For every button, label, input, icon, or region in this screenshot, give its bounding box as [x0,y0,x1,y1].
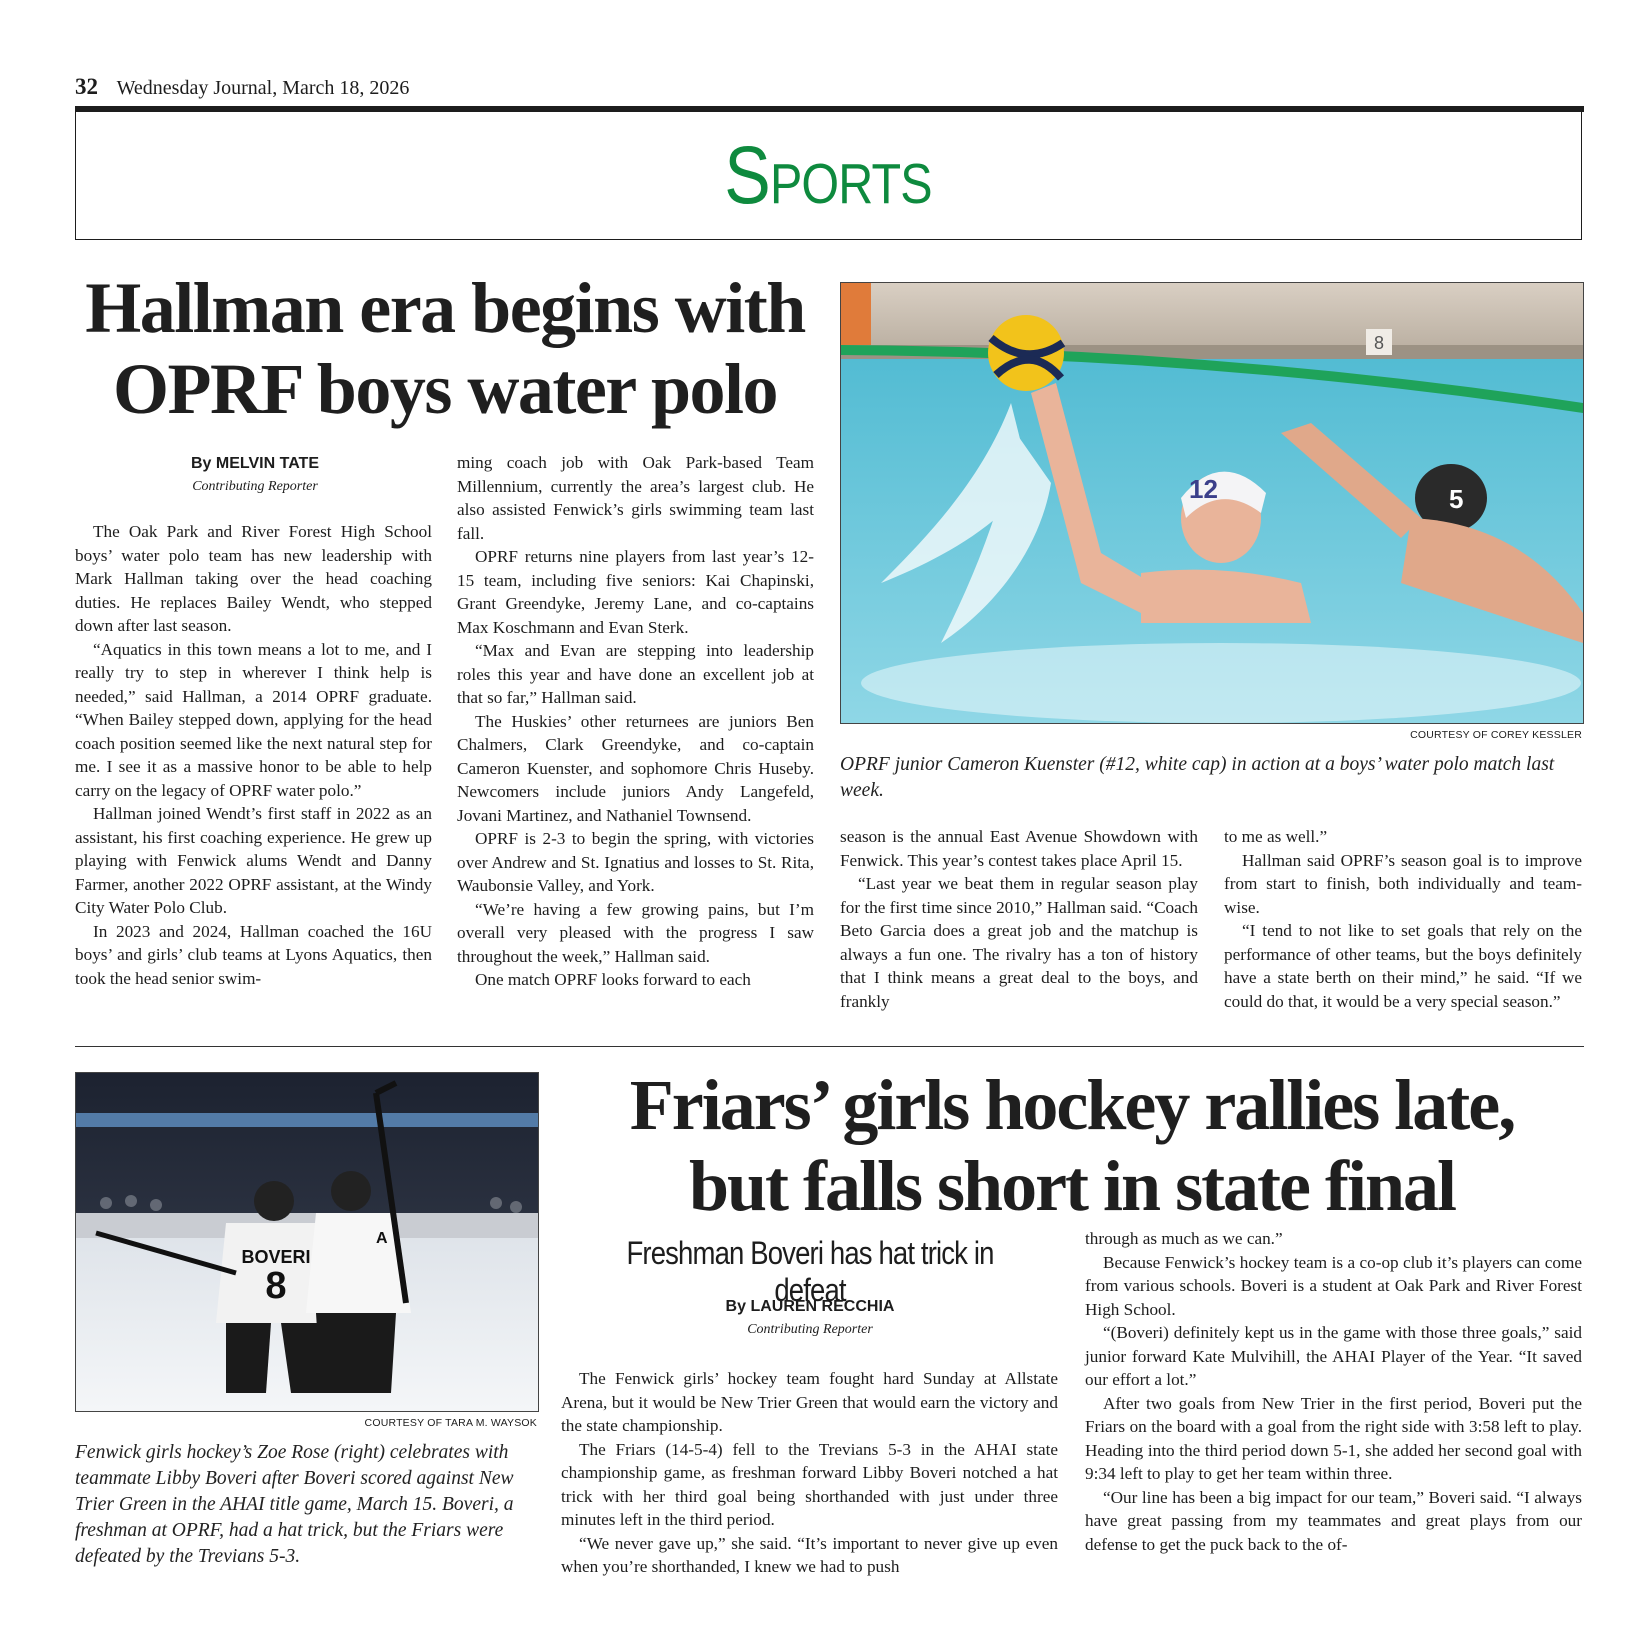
section-banner [75,112,1582,240]
paragraph: “(Boveri) definitely kept us in the game with those three goals,” said junior forward Kate Mulvihill, the AHAI Player of the Year. “It saved our effort a lot.” [1085,1323,1582,1389]
story2-role: Contributing Reporter [747,1322,873,1337]
paragraph: In 2023 and 2024, Hallman coached the 16U boys’ and girls’ club teams at Lyons Aquatics, then took the head senior swim- [75,921,432,988]
paragraph: ming coach job with Oak Park-based Team Millennium, currently the area’s largest club. He also assisted Fenwick’s girls swimming team last fall. [457,453,814,543]
folio [75,74,409,100]
paragraph: The Friars (14-5-4) fell to the Trevians 5-3 in the AHAI state championship game, as freshman forward Libby Boveri notched a hat trick with her third goal being shorthanded with just under three minutes left in the third period. [561,1439,1058,1529]
story2-column-1 [561,1367,1058,1579]
svg-text:12: 12 [1189,474,1218,504]
svg-text:8: 8 [265,1265,287,1307]
story1-headline [75,268,815,429]
page-number: 32 [75,74,98,99]
paragraph: After two goals from New Trier in the first period, Boveri put the Friars on the board with a goal from the right side with 3:58 left to play. Heading into the third period down 5-1, she added her second goal with 9:34 left to play to get her team within three. [1085,1393,1582,1483]
story1-photo-credit: COURTESY OF COREY KESSLER [1410,729,1582,741]
section-title: Sports [724,129,933,221]
story1-byline: By MELVIN TATE [191,455,319,472]
paragraph: through as much as we can.” [1085,1229,1283,1248]
story1-caption: OPRF junior Cameron Kuenster (#12, white cap) in action at a boys’ water polo match last week. [840,754,1555,801]
story2-headline [560,1065,1584,1226]
story2-byline: By LAUREN RECCHIA [725,1298,895,1315]
paragraph: One match OPRF looks forward to each [475,970,751,989]
paragraph: Because Fenwick’s hockey team is a co-op club it’s players can come from various schools. Boveri is a student at Oak Park and River Forest High School. [1085,1252,1582,1319]
paragraph: The Huskies’ other returnees are juniors Ben Chalmers, Clark Greendyke, and co-captain Cameron Kuenster, and sophomore Chris Huseby. Newcomers include juniors Andy Langefeld, Jovani Martinez, and Nathaniel Townsend. [457,711,814,825]
jersey-name: BOVERI [241,1247,311,1267]
story2-column-2 [1085,1227,1582,1556]
story1-role: Contributing Reporter [192,479,318,494]
story2-byline-block [560,1298,1060,1338]
paragraph: The Oak Park and River Forest High School boys’ water polo team has new leadership with Mark Hallman taking over the head coaching duties. He replaces Bailey Wendt, who stepped down after last season. [75,522,432,635]
svg-text:5: 5 [1449,484,1464,514]
paragraph: to me as well.” [1224,827,1328,846]
story1-column-2 [457,451,814,992]
svg-text:8: 8 [1373,333,1385,353]
story1-byline-block [75,455,435,495]
hockey-photo [75,1072,539,1412]
paragraph: OPRF returns nine players from last year’s 12-15 team, including five seniors: Kai Chapinski, Grant Greendyke, Jeremy Lane, and co-captains Max Koschmann and Evan Sterk. [457,547,814,637]
paragraph: “Aquatics in this town means a lot to me, and I really try to step in wherever I think help is needed,” said Hallman, a 2014 OPRF graduate. “When Bailey stepped down, applying for the head coach position seemed like the next natural step for me. I see it as a massive honor to be able to help carry on the legacy of OPRF water polo.” [75,639,432,800]
water-polo-photo [840,282,1584,724]
story1-column-1 [75,520,432,990]
story1-headline-line2: OPRF boys water polo [113,348,777,429]
story2-headline-line2: but falls short in state final [688,1145,1456,1226]
story2-caption: Fenwick girls hockey’s Zoe Rose (right) celebrates with teammate Libby Boveri after Boveri scored against New Trier Green in the AHAI title game, March 15. Boveri, a freshman at OPRF, had a hat trick, but the Friars were defeated by the Trevians 5-3. [75,1442,514,1567]
paper-date: Wednesday Journal, March 18, 2026 [116,77,410,99]
paragraph: “Last year we beat them in regular season play for the first time since 2010,” Hallman said. “Coach Beto Garcia does a great job and the matchup is always a fun one. The rivalry has a ton of history that I think means a great deal to the boys, and frankly [840,874,1198,1011]
story2-photo-credit: COURTESY OF TARA M. WAYSOK [364,1417,537,1429]
paragraph: The Fenwick girls’ hockey team fought hard Sunday at Allstate Arena, but it would be New Trier Green that would earn the victory and the state championship. [561,1369,1058,1435]
paragraph: “I tend to not like to set goals that rely on the performance of other teams, but the boys definitely have a state berth on their mind,” he said. “If we could do that, it would be a very special season.” [1224,921,1582,1011]
story2-subhead: Freshman Boveri has hat trick in defeat [626,1235,994,1308]
story1-column-4 [1224,825,1582,1013]
paragraph: OPRF is 2-3 to begin the spring, with victories over Andrew and St. Ignatius and losses to St. Rita, Waubonsie Valley, and York. [457,829,814,895]
paragraph: Hallman said OPRF’s season goal is to improve from start to finish, both individually and team-wise. [1224,850,1582,917]
paragraph: Hallman joined Wendt’s first staff in 2022 as an assistant, his first coaching experience. He grew up playing with Fenwick alums Wendt and Danny Farmer, another 2022 OPRF assistant, at the Windy City Water Polo Club. [75,804,432,917]
story1-headline-line1: Hallman era begins with [85,268,805,348]
paragraph: “We never gave up,” she said. “It’s important to never give up even when you’re shorthanded, I knew we had to push [561,1533,1058,1576]
paragraph: season is the annual East Avenue Showdown with Fenwick. This year’s contest takes place April 15. [840,827,1198,870]
paragraph: “We’re having a few growing pains, but I’m overall very pleased with the progress I saw throughout the week,” Hallman said. [457,899,814,966]
paragraph: “Max and Evan are stepping into leadership roles this year and have done an excellent job at that so far,” Hallman said. [457,641,814,707]
story-divider [75,1046,1584,1047]
story1-column-3 [840,825,1198,1013]
paragraph: “Our line has been a big impact for our team,” Boveri said. “I always have great passing from my teammates and great plays from our defense to get the puck back to the of- [1085,1487,1582,1554]
svg-text:A: A [376,1230,388,1247]
story2-headline-line1: Friars’ girls hockey rallies late, [629,1065,1515,1145]
